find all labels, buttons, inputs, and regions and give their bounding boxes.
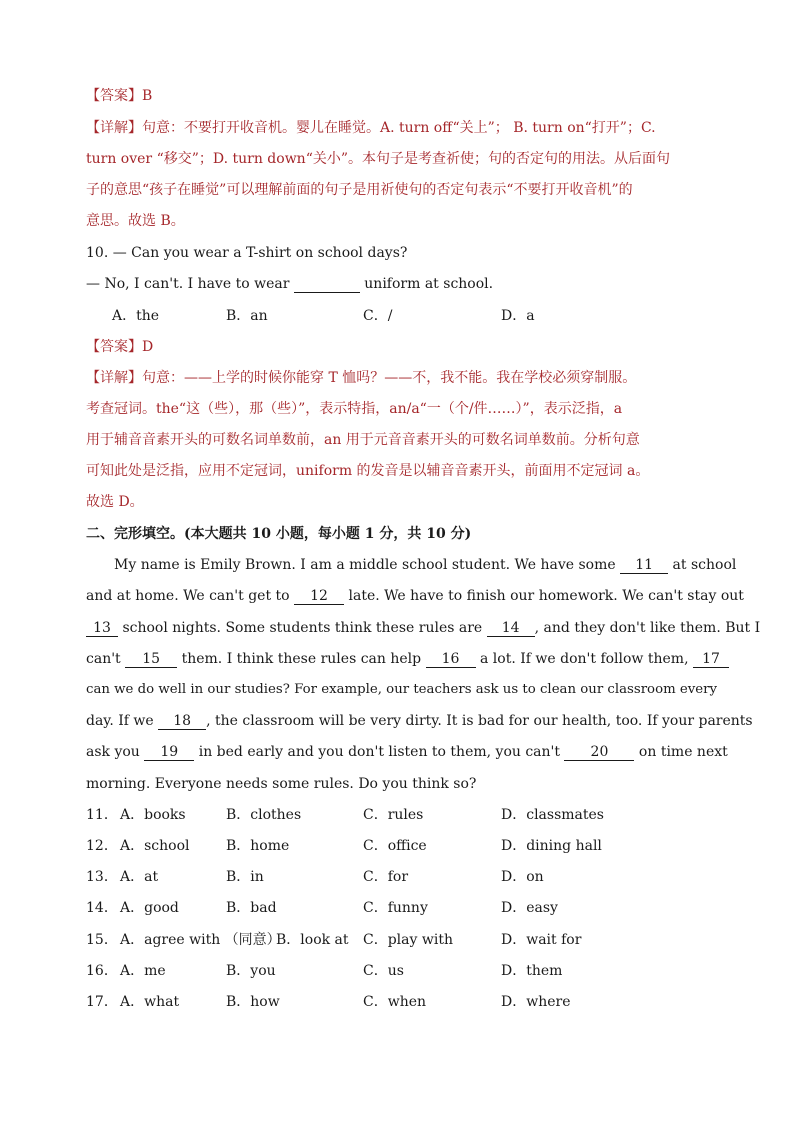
option-d: D．a bbox=[501, 308, 535, 324]
option-d: D．them bbox=[501, 963, 563, 979]
option-b: B．you bbox=[226, 963, 276, 979]
option-c: C．play with bbox=[363, 932, 453, 948]
question-10-line-2 bbox=[86, 274, 711, 294]
question-number: 17． bbox=[86, 994, 118, 1010]
passage-text: at school bbox=[668, 557, 737, 573]
question-11-options bbox=[86, 805, 711, 825]
explanation-9-line-3: 子的意思“孩子在睡觉”可以理解前面的句子是用祈使句的否定句表示“不要打开收音机”的 bbox=[86, 182, 633, 198]
blank-19: 19 bbox=[144, 744, 194, 761]
blank-13: 13 bbox=[86, 620, 118, 637]
option-a: A．at bbox=[120, 869, 159, 885]
explanation-10-line-4: 可知此处是泛指，应用不定冠词，uniform 的发音是以辅音音素开头，前面用不定冠词 a。 bbox=[86, 463, 650, 479]
explanation-tag: 【详解】 bbox=[86, 120, 142, 136]
question-number: 13． bbox=[86, 869, 118, 885]
question-number: 16． bbox=[86, 963, 118, 979]
option-a: A．books bbox=[120, 807, 186, 823]
passage-line-8: morning. Everyone needs some rules. Do you think so? bbox=[86, 776, 477, 792]
passage-text: can't bbox=[86, 651, 126, 667]
blank-17: 17 bbox=[693, 651, 729, 668]
option-b: B．look at bbox=[276, 932, 349, 948]
section-heading: 二、完形填空。(本大题共 10 小题，每小题 1 分，共 10 分) bbox=[86, 526, 472, 542]
question-number: 11． bbox=[86, 807, 118, 823]
option-d: D．classmates bbox=[501, 807, 604, 823]
passage-line-6 bbox=[86, 711, 753, 731]
blank-11: 11 bbox=[620, 557, 668, 574]
option-d: D．on bbox=[501, 869, 544, 885]
option-b: B．clothes bbox=[226, 807, 302, 823]
blank-14: 14 bbox=[487, 620, 535, 637]
option-c: C．office bbox=[363, 838, 427, 854]
option-c: C．us bbox=[363, 963, 404, 979]
passage-text: a lot. If we don't follow them, bbox=[475, 651, 693, 667]
explanation-9-line-4: 意思。故选 B。 bbox=[86, 213, 185, 229]
explanation-10-line-2: 考查冠词。the“这（些），那（些）”，表示特指，an/a“一（个/件……）”，表示泛指，a bbox=[86, 401, 623, 417]
answer-tag: 【答案】 bbox=[86, 88, 142, 104]
option-b: B．in bbox=[226, 869, 264, 885]
q10-text-pre: — No, I can't. I have to wear bbox=[86, 276, 294, 292]
option-d: D．easy bbox=[501, 900, 558, 916]
option-c: C．funny bbox=[363, 900, 428, 916]
option-d: D．dining hall bbox=[501, 838, 602, 854]
explanation-9-line-2: turn over “移交”；D. turn down“关小”。本句子是考查祈使；句的否定句的用法。从后面句 bbox=[86, 151, 671, 167]
passage-text: , the classroom will be very dirty. It is bad for our health, too. If your parents bbox=[206, 713, 753, 729]
passage-line-3 bbox=[86, 618, 761, 638]
passage-text: them. I think these rules can help bbox=[177, 651, 426, 667]
passage-text: in bed early and you don't listen to them, you can't bbox=[194, 744, 565, 760]
passage-text: ask you bbox=[86, 744, 145, 760]
option-a: A．school bbox=[120, 838, 190, 854]
option-c: C．when bbox=[363, 994, 427, 1010]
option-c: C．for bbox=[363, 869, 409, 885]
question-14-options bbox=[86, 898, 711, 918]
explanation-text: 句意：不要打开收音机。婴儿在睡觉。A. turn off“关上”； B. turn on“打开”；C. bbox=[142, 120, 656, 136]
explanation-tag: 【详解】 bbox=[86, 370, 142, 386]
passage-line-7 bbox=[86, 742, 728, 762]
question-12-options bbox=[86, 836, 711, 856]
question-10-line-1: 10. — Can you wear a T-shirt on school days? bbox=[86, 245, 408, 261]
blank-12: 12 bbox=[294, 588, 344, 605]
passage-text: , and they don't like them. But I bbox=[534, 620, 761, 636]
passage-text: late. We have to finish our homework. We can't stay out bbox=[344, 588, 744, 604]
answer-value: D bbox=[142, 339, 154, 355]
explanation-text: 句意：——上学的时候你能穿 T 恤吗？——不，我不能。我在学校必须穿制服。 bbox=[142, 370, 637, 386]
question-10-options bbox=[86, 306, 711, 326]
passage-line-1 bbox=[114, 555, 737, 575]
option-b: B．bad bbox=[226, 900, 277, 916]
option-a: A．me bbox=[120, 963, 166, 979]
question-15-options bbox=[86, 930, 711, 950]
passage-line-5: can we do well in our studies? For example, our teachers ask us to clean our classroom every bbox=[86, 682, 718, 697]
passage-line-2 bbox=[86, 586, 744, 606]
passage-text: My name is Emily Brown. I am a middle school student. We have some bbox=[114, 557, 621, 573]
question-number: 12． bbox=[86, 838, 118, 854]
option-b: B．how bbox=[226, 994, 280, 1010]
passage-text: on time next bbox=[634, 744, 728, 760]
explanation-9-line-1 bbox=[86, 118, 711, 138]
answer-10 bbox=[86, 337, 711, 357]
passage-text: day. If we bbox=[86, 713, 159, 729]
question-17-options bbox=[86, 992, 711, 1012]
option-c: C．/ bbox=[363, 308, 393, 324]
passage-text: and at home. We can't get to bbox=[86, 588, 295, 604]
blank-18: 18 bbox=[158, 713, 206, 730]
q10-blank bbox=[294, 276, 360, 293]
option-d: D．wait for bbox=[501, 932, 582, 948]
passage-line-4 bbox=[86, 649, 720, 669]
blank-16: 16 bbox=[426, 651, 476, 668]
option-d: D．where bbox=[501, 994, 571, 1010]
explanation-10-line-1 bbox=[86, 368, 711, 388]
answer-value: B bbox=[142, 88, 153, 104]
answer-9 bbox=[86, 86, 711, 106]
blank-20: 20 bbox=[564, 744, 634, 761]
option-a: A．good bbox=[120, 900, 179, 916]
explanation-10-line-5: 故选 D。 bbox=[86, 494, 144, 510]
option-a: A．the bbox=[112, 308, 160, 324]
option-b: B．an bbox=[226, 308, 268, 324]
question-16-options bbox=[86, 961, 711, 981]
question-number: 15． bbox=[86, 932, 118, 948]
explanation-10-line-3: 用于辅音音素开头的可数名词单数前，an 用于元音音素开头的可数名词单数前。分析句意 bbox=[86, 432, 640, 448]
question-13-options bbox=[86, 867, 711, 887]
option-a: A．agree with （同意） bbox=[120, 932, 281, 948]
option-b: B．home bbox=[226, 838, 290, 854]
answer-tag: 【答案】 bbox=[86, 339, 142, 355]
passage-text: school nights. Some students think these rules are bbox=[118, 620, 487, 636]
option-c: C．rules bbox=[363, 807, 424, 823]
q10-text-post: uniform at school. bbox=[359, 276, 494, 292]
blank-15: 15 bbox=[125, 651, 177, 668]
question-number: 14． bbox=[86, 900, 118, 916]
option-a: A．what bbox=[120, 994, 180, 1010]
